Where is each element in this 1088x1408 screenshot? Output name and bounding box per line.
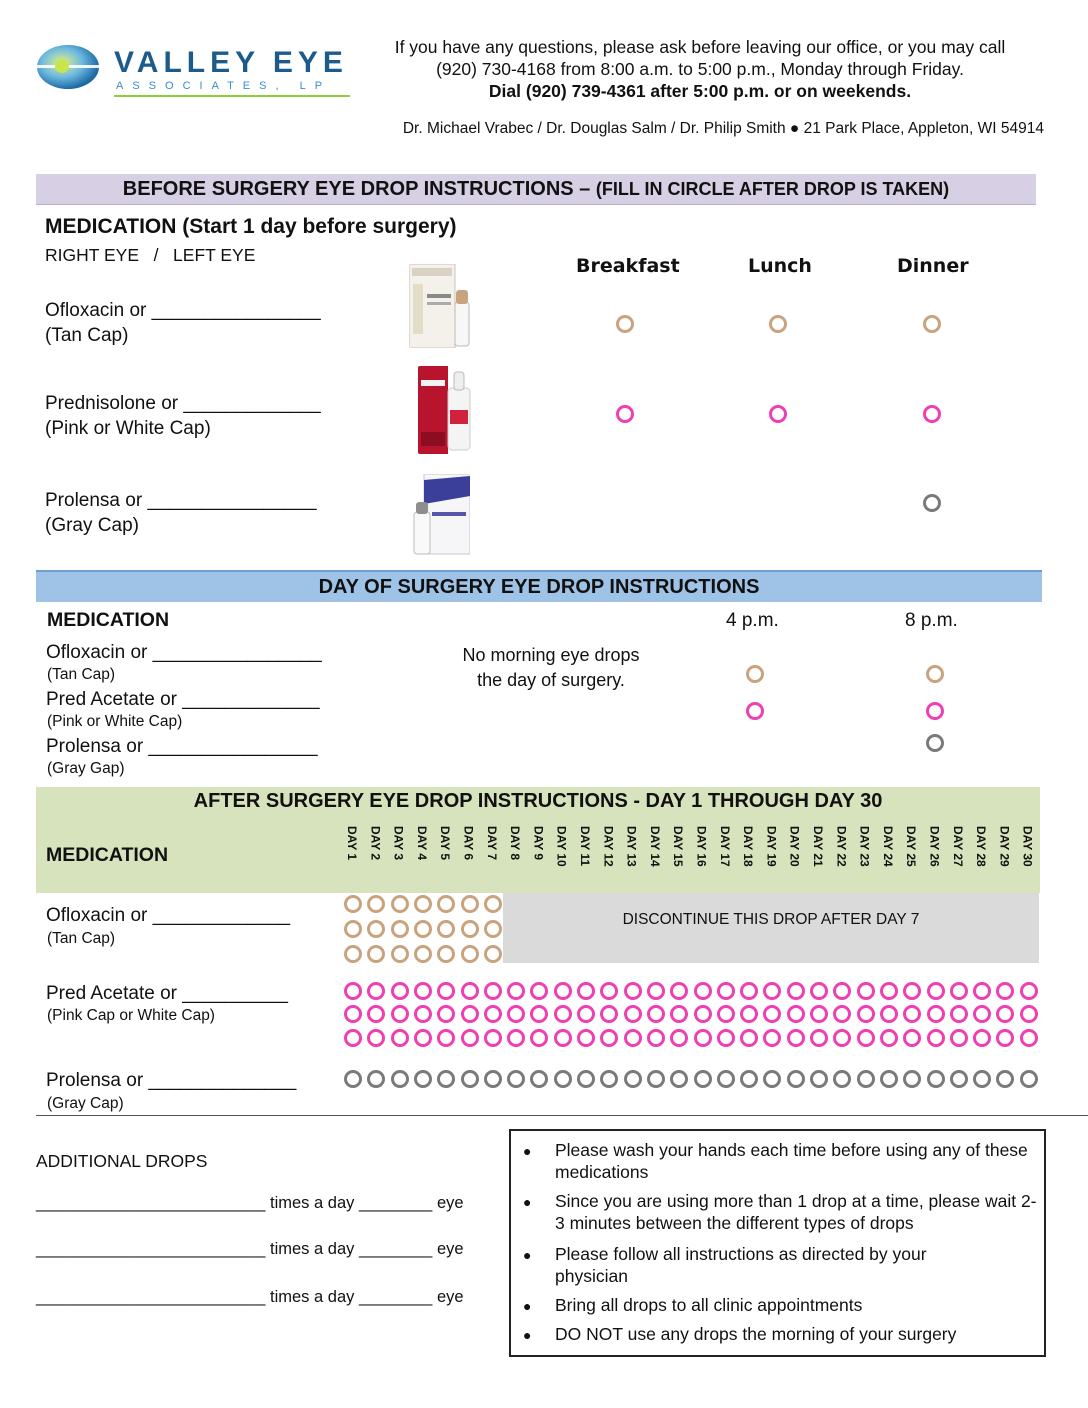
day-header: DAY 15 [671, 826, 686, 867]
contact-line-1: If you have any questions, please ask before leaving our office, or you may call [394, 37, 1006, 57]
dose-circle[interactable] [507, 982, 525, 1000]
logo-underline [114, 95, 350, 97]
dose-circle[interactable] [647, 1070, 665, 1088]
dose-circle[interactable] [880, 1029, 898, 1047]
after-pred-cap: (Pink Cap or White Cap) [47, 1007, 215, 1024]
dose-circle[interactable] [973, 1005, 991, 1023]
dose-circle[interactable] [414, 1070, 432, 1088]
dose-circle[interactable] [740, 982, 758, 1000]
dose-circle[interactable] [1020, 1005, 1038, 1023]
dose-circle[interactable] [670, 1070, 688, 1088]
dose-circle[interactable] [740, 1070, 758, 1088]
dose-circle[interactable] [1020, 1029, 1038, 1047]
day-header: DAY 26 [927, 826, 942, 867]
dose-circle[interactable] [414, 982, 432, 1000]
dose-circle[interactable] [973, 982, 991, 1000]
day-header: DAY 21 [811, 826, 825, 867]
dose-circle[interactable] [694, 1005, 712, 1023]
note-wait-between-drops: Since you are using more than 1 drop at a time, please wait 2-3 minutes between the different types of drops [555, 1191, 1037, 1233]
before-ofloxacin-dinner-dose[interactable] [923, 315, 941, 333]
dose-circle[interactable] [437, 1029, 455, 1047]
dose-circle[interactable] [461, 1029, 479, 1047]
dose-circle[interactable] [973, 1029, 991, 1047]
dose-circle[interactable] [973, 1070, 991, 1088]
dose-circle[interactable] [437, 1005, 455, 1023]
dose-circle[interactable] [903, 1070, 921, 1088]
before-ofloxacin-lunch-dose[interactable] [769, 315, 787, 333]
dose-circle[interactable] [600, 1070, 618, 1088]
dose-circle[interactable] [437, 1070, 455, 1088]
after-ofloxacin-cap: (Tan Cap) [47, 930, 116, 947]
before-prolensa-cap: (Gray Cap) [45, 515, 139, 536]
dose-circle[interactable] [857, 982, 875, 1000]
dose-circle[interactable] [670, 1029, 688, 1047]
dose-circle[interactable] [437, 945, 455, 963]
dose-circle[interactable] [624, 1070, 642, 1088]
no-morning-line-2: the day of surgery. [477, 670, 625, 690]
dose-circle[interactable] [833, 982, 851, 1000]
dose-circle[interactable] [437, 920, 455, 938]
logo-icon [36, 44, 100, 90]
day-header: DAY 9 [531, 826, 546, 861]
bullet-icon: ● [523, 1247, 532, 1263]
dose-circle[interactable] [624, 1029, 642, 1047]
dose-circle[interactable] [857, 1005, 875, 1023]
dose-circle[interactable] [740, 1029, 758, 1047]
dose-circle[interactable] [763, 1029, 781, 1047]
dose-circle[interactable] [694, 1070, 712, 1088]
dose-circle[interactable] [367, 1070, 385, 1088]
day-header: DAY 4 [414, 826, 429, 861]
before-banner-sub: (FILL IN CIRCLE AFTER DROP IS TAKEN) [595, 179, 950, 199]
no-morning-line-1: No morning eye drops [462, 645, 640, 665]
dose-circle[interactable] [996, 982, 1014, 1000]
after-prolensa-cap: (Gray Cap) [47, 1095, 124, 1112]
dayof-time-8pm: 8 p.m. [905, 610, 958, 631]
dose-circle[interactable] [880, 982, 898, 1000]
dose-circle[interactable] [344, 945, 362, 963]
col-dinner: Dinner [897, 255, 969, 277]
before-ofloxacin-cap: (Tan Cap) [45, 325, 129, 346]
dose-circle[interactable] [391, 945, 409, 963]
before-prednisolone-name: Prednisolone or _____________ [45, 393, 321, 414]
day-header: DAY 19 [764, 826, 779, 867]
dayof-pred-4pm-dose[interactable] [746, 702, 764, 720]
dayof-prolensa-name: Prolensa or ________________ [46, 736, 318, 757]
dose-circle[interactable] [461, 1070, 479, 1088]
day-header: DAY 1 [345, 826, 359, 861]
dose-circle[interactable] [414, 1029, 432, 1047]
dose-circle[interactable] [391, 1005, 409, 1023]
dose-circle[interactable] [530, 1029, 548, 1047]
before-prednisolone-breakfast-dose[interactable] [616, 405, 634, 423]
dose-circle[interactable] [927, 1029, 945, 1047]
col-lunch: Lunch [748, 255, 812, 277]
dose-circle[interactable] [367, 1005, 385, 1023]
dayof-pred-name: Pred Acetate or _____________ [46, 689, 320, 710]
dose-circle[interactable] [763, 1070, 781, 1088]
dose-circle[interactable] [950, 1070, 968, 1088]
after-surgery-title: AFTER SURGERY EYE DROP INSTRUCTIONS - DAY 1 THROUGH DAY 30 [193, 790, 883, 812]
dose-circle[interactable] [880, 1070, 898, 1088]
before-prolensa-dinner-dose[interactable] [923, 494, 941, 512]
dose-circle[interactable] [903, 1005, 921, 1023]
after-prolensa-name: Prolensa or ______________ [46, 1070, 297, 1091]
dose-circle[interactable] [414, 895, 432, 913]
dose-circle[interactable] [367, 920, 385, 938]
dose-circle[interactable] [880, 1005, 898, 1023]
dose-circle[interactable] [927, 1005, 945, 1023]
before-banner-main: BEFORE SURGERY EYE DROP INSTRUCTIONS – [122, 178, 596, 200]
dose-circle[interactable] [507, 1029, 525, 1047]
dayof-pred-8pm-dose[interactable] [926, 702, 944, 720]
dose-circle[interactable] [996, 1005, 1014, 1023]
day-header: DAY 6 [461, 826, 476, 861]
dose-circle[interactable] [461, 1005, 479, 1023]
dose-circle[interactable] [484, 1070, 502, 1088]
dose-circle[interactable] [763, 982, 781, 1000]
day-header: DAY 2 [368, 826, 383, 861]
dose-circle[interactable] [763, 1005, 781, 1023]
before-ofloxacin-breakfast-dose[interactable] [616, 315, 634, 333]
dose-circle[interactable] [670, 982, 688, 1000]
doctors-address: Dr. Michael Vrabec / Dr. Douglas Salm / Dr. Philip Smith ● 21 Park Place, Appleton, WI 54914 [402, 120, 1044, 137]
dose-circle[interactable] [833, 1005, 851, 1023]
contact-line-2: (920) 730-4168 from 8:00 a.m. to 5:00 p.m., Monday through Friday. [436, 59, 964, 79]
dose-circle[interactable] [717, 1029, 735, 1047]
day-header: DAY 13 [624, 826, 639, 867]
day-header: DAY 24 [880, 826, 895, 867]
day-header: DAY 3 [391, 826, 406, 861]
dose-circle[interactable] [647, 982, 665, 1000]
before-prednisolone-cap: (Pink or White Cap) [45, 418, 211, 439]
dose-circle[interactable] [717, 1005, 735, 1023]
prolensa-bottle-image [412, 474, 470, 556]
dose-circle[interactable] [927, 982, 945, 1000]
dayof-ofloxacin-name: Ofloxacin or ________________ [46, 642, 322, 663]
dose-circle[interactable] [694, 982, 712, 1000]
dose-circle[interactable] [367, 1029, 385, 1047]
dose-circle[interactable] [367, 945, 385, 963]
dose-circle[interactable] [577, 1070, 595, 1088]
day-header: DAY 27 [950, 826, 965, 867]
dose-circle[interactable] [740, 1005, 758, 1023]
logo-name: VALLEY EYE [114, 46, 348, 79]
bullet-icon: ● [523, 1298, 532, 1314]
dose-circle[interactable] [857, 1070, 875, 1088]
dose-circle[interactable] [484, 1029, 502, 1047]
dose-circle[interactable] [554, 982, 572, 1000]
contact-info [330, 36, 1070, 102]
dose-circle[interactable] [647, 1005, 665, 1023]
dayof-pred-cap: (Pink or White Cap) [47, 713, 183, 730]
day-header: DAY 16 [694, 826, 709, 867]
dose-circle[interactable] [787, 1005, 805, 1023]
note-follow-instructions: Please follow all instructions as directed by your physician [555, 1244, 927, 1286]
dose-circle[interactable] [600, 1005, 618, 1023]
section-divider [36, 1115, 1088, 1116]
dose-circle[interactable] [507, 1070, 525, 1088]
ofloxacin-bottle-image [409, 264, 471, 348]
dose-circle[interactable] [484, 1005, 502, 1023]
dose-circle[interactable] [507, 1005, 525, 1023]
dose-circle[interactable] [600, 1029, 618, 1047]
before-surgery-banner [36, 174, 1036, 205]
dose-circle[interactable] [810, 1029, 828, 1047]
dose-circle[interactable] [391, 920, 409, 938]
dose-circle[interactable] [950, 982, 968, 1000]
dayof-prolensa-8pm-dose[interactable] [926, 734, 944, 752]
dose-circle[interactable] [391, 1070, 409, 1088]
dose-circle[interactable] [577, 1029, 595, 1047]
dose-circle[interactable] [694, 1029, 712, 1047]
bullet-icon: ● [523, 1194, 532, 1210]
dose-circle[interactable] [461, 920, 479, 938]
day-header: DAY 22 [834, 826, 849, 867]
dose-circle[interactable] [717, 982, 735, 1000]
dose-circle[interactable] [927, 1070, 945, 1088]
after-pred-name: Pred Acetate or __________ [46, 983, 288, 1004]
note-wash-hands: Please wash your hands each time before using any of these medications [555, 1140, 1028, 1182]
day-header: DAY 28 [974, 826, 989, 867]
before-ofloxacin-name: Ofloxacin or ________________ [45, 300, 321, 321]
dose-circle[interactable] [787, 1070, 805, 1088]
dose-circle[interactable] [670, 1005, 688, 1023]
dose-circle[interactable] [717, 1070, 735, 1088]
dose-circle[interactable] [833, 1029, 851, 1047]
dose-circle[interactable] [577, 982, 595, 1000]
dayof-prolensa-cap: (Gray Gap) [47, 760, 125, 777]
after-medication-heading: MEDICATION [46, 844, 169, 866]
dose-circle[interactable] [414, 1005, 432, 1023]
dose-circle[interactable] [903, 982, 921, 1000]
logo-subtitle: ASSOCIATES, LP [116, 80, 332, 92]
no-morning-drops-note [420, 643, 682, 693]
dose-circle[interactable] [414, 920, 432, 938]
dose-circle[interactable] [810, 1070, 828, 1088]
dose-circle[interactable] [647, 1029, 665, 1047]
dose-circle[interactable] [577, 1005, 595, 1023]
additional-drop-line-1[interactable]: _________________________ times a day ________ eye [36, 1194, 464, 1212]
after-ofloxacin-name: Ofloxacin or _____________ [46, 905, 291, 926]
day-header: DAY 14 [647, 826, 662, 867]
before-prolensa-name: Prolensa or ________________ [45, 490, 317, 511]
dose-circle[interactable] [857, 1029, 875, 1047]
dose-circle[interactable] [484, 982, 502, 1000]
dose-circle[interactable] [414, 945, 432, 963]
day-header: DAY 25 [904, 826, 919, 867]
dose-circle[interactable] [810, 1005, 828, 1023]
dose-circle[interactable] [391, 1029, 409, 1047]
dose-circle[interactable] [391, 895, 409, 913]
day-header: DAY 12 [601, 826, 616, 867]
eye-labels: RIGHT EYE / LEFT EYE [45, 245, 256, 265]
dose-circle[interactable] [787, 1029, 805, 1047]
dose-circle[interactable] [554, 1070, 572, 1088]
dose-circle[interactable] [437, 982, 455, 1000]
day-header: DAY 23 [857, 826, 872, 867]
day-of-surgery-banner: DAY OF SURGERY EYE DROP INSTRUCTIONS [36, 570, 1042, 602]
note-bring-drops: Bring all drops to all clinic appointments [555, 1295, 863, 1315]
dose-circle[interactable] [484, 945, 502, 963]
before-medication-heading: MEDICATION (Start 1 day before surgery) [45, 215, 457, 238]
day-header: DAY 30 [1020, 826, 1035, 867]
day-header: DAY 20 [787, 826, 802, 867]
dose-circle[interactable] [600, 982, 618, 1000]
dayof-time-4pm: 4 p.m. [726, 610, 779, 631]
dose-circle[interactable] [530, 1005, 548, 1023]
dose-circle[interactable] [367, 982, 385, 1000]
dose-circle[interactable] [624, 982, 642, 1000]
contact-line-3: Dial (920) 739-4361 after 5:00 p.m. or on weekends. [488, 81, 912, 101]
dose-circle[interactable] [996, 1070, 1014, 1088]
dayof-ofloxacin-4pm-dose[interactable] [746, 665, 764, 683]
additional-drop-line-3[interactable]: _________________________ times a day ________ eye [36, 1288, 464, 1306]
col-breakfast: Breakfast [576, 255, 680, 277]
dose-circle[interactable] [344, 1070, 362, 1088]
before-prednisolone-lunch-dose[interactable] [769, 405, 787, 423]
dose-circle[interactable] [344, 920, 362, 938]
dose-circle[interactable] [530, 982, 548, 1000]
dayof-ofloxacin-8pm-dose[interactable] [926, 665, 944, 683]
additional-drops-heading: ADDITIONAL DROPS [36, 1151, 208, 1171]
day-header: DAY 7 [484, 826, 499, 861]
day-header: DAY 11 [578, 826, 592, 867]
day-header: DAY 29 [997, 826, 1012, 867]
dose-circle[interactable] [833, 1070, 851, 1088]
day-header: DAY 17 [717, 826, 732, 867]
bullet-icon: ● [523, 1327, 532, 1343]
dose-circle[interactable] [810, 982, 828, 1000]
dose-circle[interactable] [461, 982, 479, 1000]
dose-circle[interactable] [1020, 1070, 1038, 1088]
bullet-icon: ● [523, 1143, 532, 1159]
dose-circle[interactable] [950, 1005, 968, 1023]
dose-circle[interactable] [484, 895, 502, 913]
dose-circle[interactable] [344, 982, 362, 1000]
day-header: DAY 5 [438, 826, 453, 861]
dose-circle[interactable] [554, 1029, 572, 1047]
dose-circle[interactable] [461, 945, 479, 963]
dose-circle[interactable] [787, 982, 805, 1000]
day-header: DAY 8 [508, 826, 523, 861]
before-prednisolone-dinner-dose[interactable] [923, 405, 941, 423]
day-header: DAY 18 [741, 826, 756, 867]
dose-circle[interactable] [996, 1029, 1014, 1047]
dose-circle[interactable] [554, 1005, 572, 1023]
dose-circle[interactable] [950, 1029, 968, 1047]
dose-circle[interactable] [437, 895, 455, 913]
dose-circle[interactable] [903, 1029, 921, 1047]
dose-circle[interactable] [624, 1005, 642, 1023]
dayof-ofloxacin-cap: (Tan Cap) [47, 666, 116, 683]
dose-circle[interactable] [391, 982, 409, 1000]
additional-drop-line-2[interactable]: _________________________ times a day ________ eye [36, 1240, 464, 1258]
dayof-medication-heading: MEDICATION [47, 609, 170, 631]
dose-circle[interactable] [461, 895, 479, 913]
dose-circle[interactable] [344, 1005, 362, 1023]
dose-circle[interactable] [1020, 982, 1038, 1000]
day-header: DAY 10 [554, 826, 569, 867]
prednisolone-bottle-image [418, 366, 472, 454]
dose-circle[interactable] [344, 895, 362, 913]
dose-circle[interactable] [367, 895, 385, 913]
dose-circle[interactable] [484, 920, 502, 938]
dose-circle[interactable] [344, 1029, 362, 1047]
discontinue-note: DISCONTINUE THIS DROP AFTER DAY 7 [622, 911, 920, 928]
note-no-drops-morning: DO NOT use any drops the morning of your surgery [555, 1324, 957, 1344]
dose-circle[interactable] [530, 1070, 548, 1088]
